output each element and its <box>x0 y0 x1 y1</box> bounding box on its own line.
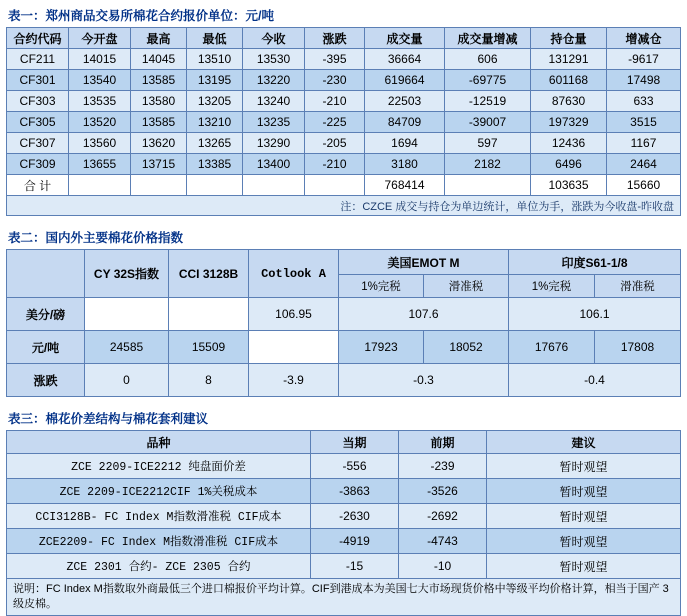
cell-oi-change: 2464 <box>607 154 681 175</box>
cell-close: 13220 <box>243 70 305 91</box>
total-open-interest: 103635 <box>531 175 607 196</box>
cell-oi-change: 17498 <box>607 70 681 91</box>
table-header-row <box>7 28 681 49</box>
cell-current: -2630 <box>311 504 399 529</box>
cell-change: -205 <box>305 133 365 154</box>
cell-close: 13240 <box>243 91 305 112</box>
cell-contract: CF303 <box>7 91 69 112</box>
total-blank-1 <box>69 175 131 196</box>
cell-oi-change: 3515 <box>607 112 681 133</box>
table-note: 注：CZCE 成交与持仓为单边统计，单位为手，涨跌为今收盘-昨收盘 <box>7 196 681 216</box>
cell-previous: -2692 <box>399 504 487 529</box>
col-open-interest: 持仓量 <box>531 28 607 49</box>
col-oi-change: 增减仓 <box>607 28 681 49</box>
cell-current: -556 <box>311 454 399 479</box>
cell-open-interest: 12436 <box>531 133 607 154</box>
yuan-us-slide: 18052 <box>424 331 509 364</box>
cell-change: -210 <box>305 91 365 112</box>
cell-previous: -4743 <box>399 529 487 554</box>
spacer-1 <box>6 216 681 226</box>
cell-open: 13560 <box>69 133 131 154</box>
yuan-us-tax: 17923 <box>339 331 424 364</box>
cell-volume: 619664 <box>365 70 445 91</box>
chg-cotlook-a: -3.9 <box>249 364 339 397</box>
cell-contract: CF211 <box>7 49 69 70</box>
header-us-emot-m: 美国EMOT M <box>339 250 509 275</box>
cell-open-interest: 87630 <box>531 91 607 112</box>
section1-title: 表一：郑州商品交易所棉花合约报价单位：元/吨 <box>8 9 274 23</box>
total-blank-6 <box>445 175 531 196</box>
cents-us-emot-m: 107.6 <box>339 298 509 331</box>
spread-footnote-row <box>7 579 681 616</box>
table-row <box>7 91 681 112</box>
index-header-row <box>7 250 681 275</box>
spread-arbitrage-table <box>6 430 681 616</box>
cell-contract: CF305 <box>7 112 69 133</box>
chg-cy32s: 0 <box>85 364 169 397</box>
table-total-row <box>7 175 681 196</box>
cell-variety: ZCE 2209-ICE2212 纯盘面价差 <box>7 454 311 479</box>
cell-oi-change: 1167 <box>607 133 681 154</box>
header-cci3128b: CCI 3128B <box>169 250 249 298</box>
index-row-change <box>7 364 681 397</box>
yuan-cci3128b: 15509 <box>169 331 249 364</box>
spread-footnote: 说明：FC Index M指数取外商最低三个进口棉报价平均计算。CIF到港成本为美国七大市场现货价格中等级平均价格计算，相当于国产 3 级皮棉。 <box>7 579 681 616</box>
row-label-change: 涨跌 <box>7 364 85 397</box>
total-blank-4 <box>243 175 305 196</box>
col-low: 最低 <box>187 28 243 49</box>
cell-low: 13205 <box>187 91 243 112</box>
yuan-india-slide: 17808 <box>595 331 681 364</box>
index-row-yuan <box>7 331 681 364</box>
cell-volume-change: -12519 <box>445 91 531 112</box>
cell-open: 13540 <box>69 70 131 91</box>
cents-india-s61: 106.1 <box>509 298 681 331</box>
cell-volume-change: -69775 <box>445 70 531 91</box>
cell-high: 13585 <box>131 112 187 133</box>
cell-oi-change: 633 <box>607 91 681 112</box>
spread-header-row <box>7 431 681 454</box>
cell-change: -225 <box>305 112 365 133</box>
table-row <box>7 70 681 91</box>
cell-advice: 暂时观望 <box>487 454 681 479</box>
cell-close: 13530 <box>243 49 305 70</box>
cell-open-interest: 131291 <box>531 49 607 70</box>
col-previous: 前期 <box>399 431 487 454</box>
cell-change: -395 <box>305 49 365 70</box>
cell-advice: 暂时观望 <box>487 529 681 554</box>
cell-variety: ZCE2209- FC Index M指数滑准税 CIF成本 <box>7 529 311 554</box>
cotton-price-index-table <box>6 249 681 397</box>
cell-current: -4919 <box>311 529 399 554</box>
cell-advice: 暂时观望 <box>487 479 681 504</box>
table-row <box>7 133 681 154</box>
subheader-us-tax: 1%完税 <box>339 275 424 298</box>
cell-close: 13400 <box>243 154 305 175</box>
header-corner <box>7 250 85 298</box>
cotton-futures-table <box>6 27 681 216</box>
cell-previous: -239 <box>399 454 487 479</box>
cell-open-interest: 601168 <box>531 70 607 91</box>
cell-volume: 22503 <box>365 91 445 112</box>
col-change: 涨跌 <box>305 28 365 49</box>
table-row <box>7 554 681 579</box>
header-cy32s: CY 32S指数 <box>85 250 169 298</box>
total-oi-change: 15660 <box>607 175 681 196</box>
cell-open-interest: 6496 <box>531 154 607 175</box>
col-variety: 品种 <box>7 431 311 454</box>
subheader-india-slide: 滑准税 <box>595 275 681 298</box>
cell-contract: CF309 <box>7 154 69 175</box>
cell-high: 13580 <box>131 91 187 112</box>
cell-close: 13290 <box>243 133 305 154</box>
cell-volume: 36664 <box>365 49 445 70</box>
cell-close: 13235 <box>243 112 305 133</box>
cell-contract: CF307 <box>7 133 69 154</box>
col-contract: 合约代码 <box>7 28 69 49</box>
total-blank-3 <box>187 175 243 196</box>
cell-volume: 3180 <box>365 154 445 175</box>
cents-cy32s <box>85 298 169 331</box>
total-label: 合 计 <box>7 175 69 196</box>
cell-volume: 84709 <box>365 112 445 133</box>
total-blank-2 <box>131 175 187 196</box>
cell-change: -210 <box>305 154 365 175</box>
cell-open: 13655 <box>69 154 131 175</box>
yuan-india-tax: 17676 <box>509 331 595 364</box>
cell-previous: -3526 <box>399 479 487 504</box>
cell-open: 14015 <box>69 49 131 70</box>
col-current: 当期 <box>311 431 399 454</box>
header-india-s61: 印度S61-1/8 <box>509 250 681 275</box>
cell-advice: 暂时观望 <box>487 504 681 529</box>
cell-volume-change: 2182 <box>445 154 531 175</box>
cell-oi-change: -9617 <box>607 49 681 70</box>
row-label-cents: 美分/磅 <box>7 298 85 331</box>
yuan-cotlook-a <box>249 331 339 364</box>
table-row <box>7 479 681 504</box>
cell-volume-change: -39007 <box>445 112 531 133</box>
section2-title: 表二：国内外主要棉花价格指数 <box>8 231 184 245</box>
cell-high: 13715 <box>131 154 187 175</box>
col-open: 今开盘 <box>69 28 131 49</box>
cell-low: 13210 <box>187 112 243 133</box>
table-row <box>7 529 681 554</box>
cell-change: -230 <box>305 70 365 91</box>
chg-india-s61: -0.4 <box>509 364 681 397</box>
cell-variety: CCI3128B- FC Index M指数滑准税 CIF成本 <box>7 504 311 529</box>
cell-current: -3863 <box>311 479 399 504</box>
subheader-us-slide: 滑准税 <box>424 275 509 298</box>
cell-low: 13265 <box>187 133 243 154</box>
spacer-2 <box>6 397 681 407</box>
cell-advice: 暂时观望 <box>487 554 681 579</box>
chg-cci3128b: 8 <box>169 364 249 397</box>
cell-low: 13385 <box>187 154 243 175</box>
cell-current: -15 <box>311 554 399 579</box>
section3-title: 表三：棉花价差结构与棉花套利建议 <box>8 412 209 426</box>
cell-open: 13535 <box>69 91 131 112</box>
table-row <box>7 504 681 529</box>
total-volume: 768414 <box>365 175 445 196</box>
cell-volume: 1694 <box>365 133 445 154</box>
table-row <box>7 154 681 175</box>
table-row <box>7 49 681 70</box>
total-blank-5 <box>305 175 365 196</box>
cell-open-interest: 197329 <box>531 112 607 133</box>
col-volume: 成交量 <box>365 28 445 49</box>
cell-volume-change: 597 <box>445 133 531 154</box>
cell-contract: CF301 <box>7 70 69 91</box>
col-high: 最高 <box>131 28 187 49</box>
yuan-cy32s: 24585 <box>85 331 169 364</box>
cell-high: 14045 <box>131 49 187 70</box>
cents-cci3128b <box>169 298 249 331</box>
index-row-cents <box>7 298 681 331</box>
cell-high: 13620 <box>131 133 187 154</box>
row-label-yuan: 元/吨 <box>7 331 85 364</box>
table-note-row <box>7 196 681 216</box>
cell-open: 13520 <box>69 112 131 133</box>
cell-high: 13585 <box>131 70 187 91</box>
table-row <box>7 454 681 479</box>
chg-us-emot-m: -0.3 <box>339 364 509 397</box>
col-close: 今收 <box>243 28 305 49</box>
cell-variety: ZCE 2209-ICE2212CIF 1%关税成本 <box>7 479 311 504</box>
col-advice: 建议 <box>487 431 681 454</box>
cell-previous: -10 <box>399 554 487 579</box>
cell-low: 13195 <box>187 70 243 91</box>
col-volume-change: 成交量增减 <box>445 28 531 49</box>
cell-variety: ZCE 2301 合约- ZCE 2305 合约 <box>7 554 311 579</box>
cents-cotlook-a: 106.95 <box>249 298 339 331</box>
table-row <box>7 112 681 133</box>
cell-volume-change: 606 <box>445 49 531 70</box>
subheader-india-tax: 1%完税 <box>509 275 595 298</box>
cell-low: 13510 <box>187 49 243 70</box>
header-cotlook-a: Cotlook A <box>249 250 339 298</box>
